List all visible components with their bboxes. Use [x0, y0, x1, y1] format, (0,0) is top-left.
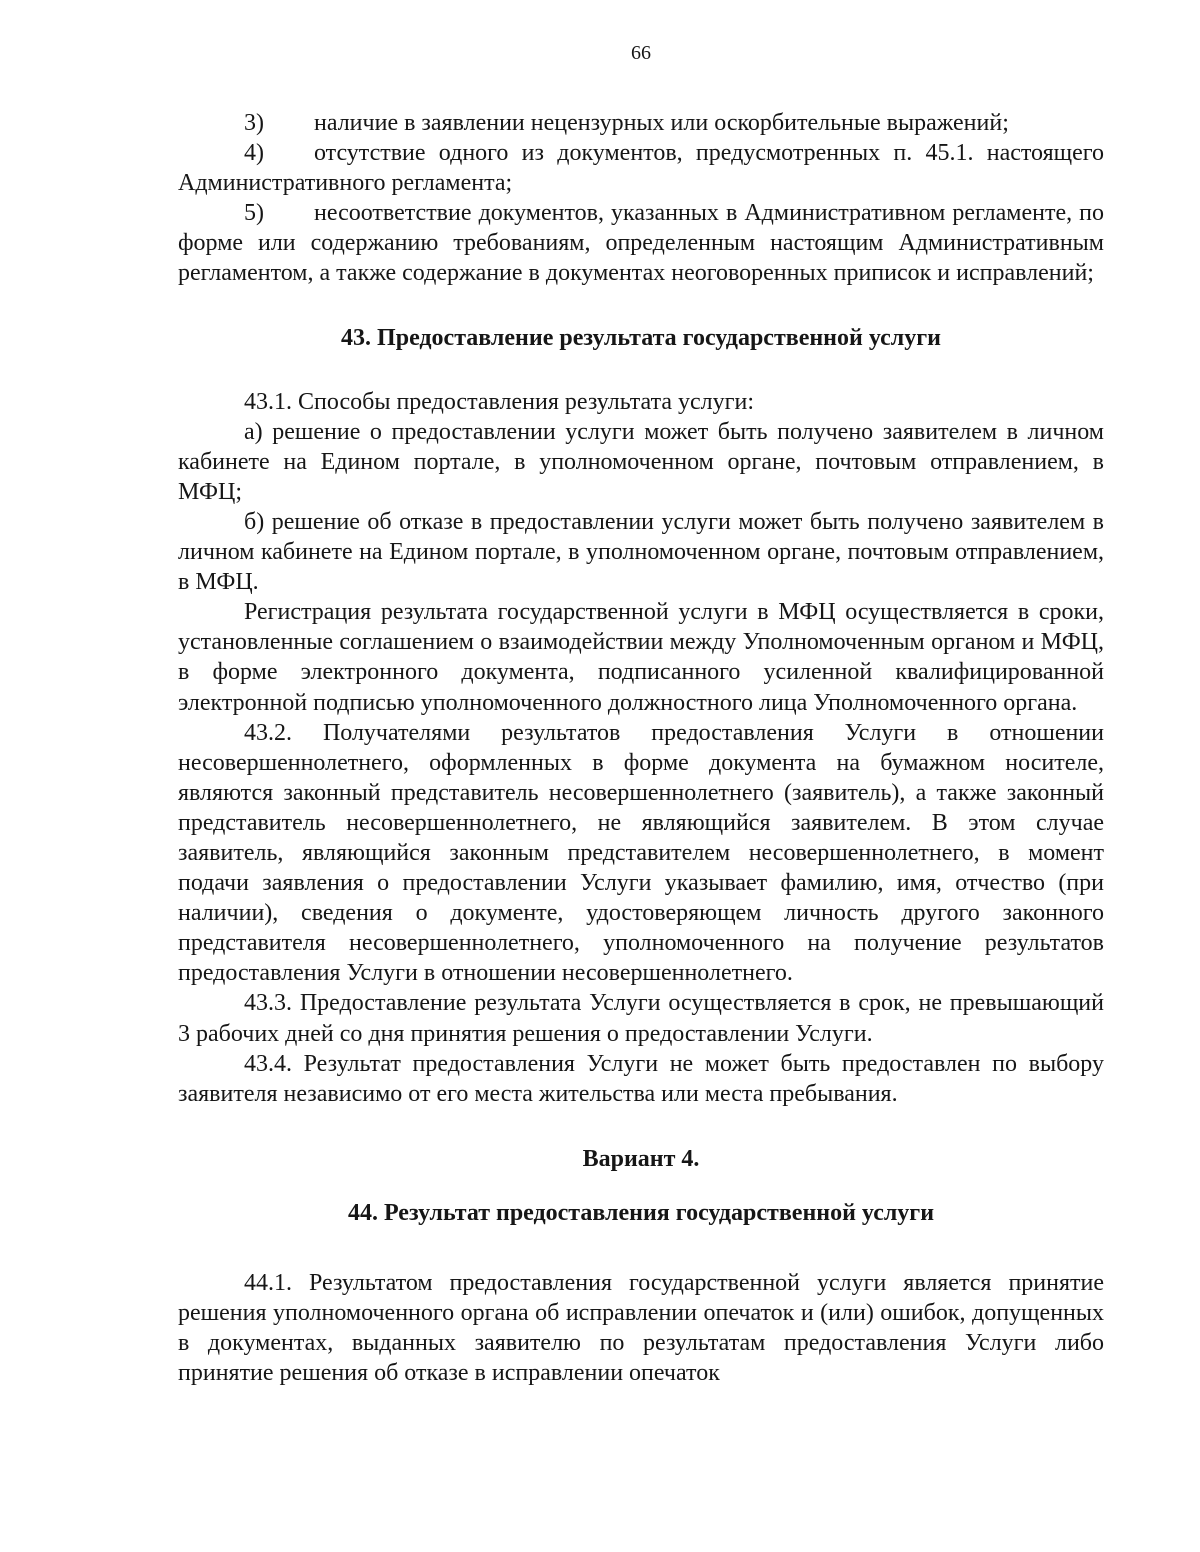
section-44-heading: 44. Результат предоставления государственной услуги [347, 1199, 935, 1226]
list-item-number: 4) [244, 140, 264, 167]
page-number: 66 [631, 42, 651, 64]
section-43-heading: 43. Предоставление результата государственной услуги [341, 324, 941, 351]
paragraph-43-3: 43.3. Предоставление результата Услуги осуществляется в срок, не превышающий 3 рабочих дней со дня принятия решения о предоставлении Услуги. [178, 990, 1104, 1047]
list-item-number: 3) [244, 110, 264, 136]
paragraph-43-2: 43.2. Получателями результатов предоставления Услуги в отношении несовершеннолетнего, оформленных в форме документа на бумажном носителе, являются законный представитель несовершеннолетнего (заявитель), а также законный представитель несовершеннолетнего, не являющийся заявителем. В этом случае заявитель, являющийся законным представителем несовершеннолетнего, в момент подачи заявления о предоставлении Услуги указывает фамилию, имя, отчество (при наличии), сведения о документе, удостоверяющем личность другого законного представителя несовершеннолетнего, уполномоченного на получение результатов предоставления Услуги в отношении несовершеннолетнего. [178, 719, 1104, 987]
paragraph-43-4: 43.4. Результат предоставления Услуги не может быть предоставлен по выбору заявителя независимо от его места жительства или места пребывания. [178, 1050, 1104, 1107]
paragraph-registration: Регистрация результата государственной услуги в МФЦ осуществляется в сроки, установленные соглашением о взаимодействии между Уполномоченным органом и МФЦ, в форме электронного документа, подписанного усиленной квалифицированной электронной подписью уполномоченного должностного лица Уполномоченного органа. [178, 599, 1104, 716]
paragraph-44-1: 44.1. Результатом предоставления государственной услуги является принятие решения уполномоченного органа об исправлении опечаток и (или) ошибок, допущенных в документах, выданных заявителю по результатам предоставления Услуги либо принятие решения об отказе в исправлении опечаток [178, 1269, 1104, 1387]
list-item-4 [178, 138, 1104, 198]
list-item-3 [178, 108, 1104, 138]
paragraph-43-1-b: б) решение об отказе в предоставлении услуги может быть получено заявителем в личном кабинете на Едином портале, в уполномоченном органе, почтовым отправлением, в МФЦ. [178, 508, 1104, 596]
list-item-5 [178, 198, 1104, 288]
document-body [178, 108, 1104, 1388]
list-item-text: отсутствие одного из документов, предусмотренных п. 45.1. настоящего Административного регламента; [178, 140, 1104, 197]
variant-heading: Вариант 4. [582, 1145, 700, 1172]
list-item-number: 5) [244, 200, 264, 227]
paragraph-43-1-a: а) решение о предоставлении услуги может быть получено заявителем в личном кабинете на Едином портале, в уполномоченном органе, почтовым отправлением, в МФЦ; [178, 418, 1104, 505]
list-item-text: наличие в заявлении нецензурных или оскорбительные выражений; [314, 110, 1009, 136]
paragraph-43-1: 43.1. Способы предоставления результата услуги: [244, 388, 754, 415]
list-item-text: несоответствие документов, указанных в Административном регламенте, по форме или содержанию требованиям, определенным настоящим Административным регламентом, а также содержание в документах неоговоренных приписок и исправлений; [178, 200, 1104, 287]
